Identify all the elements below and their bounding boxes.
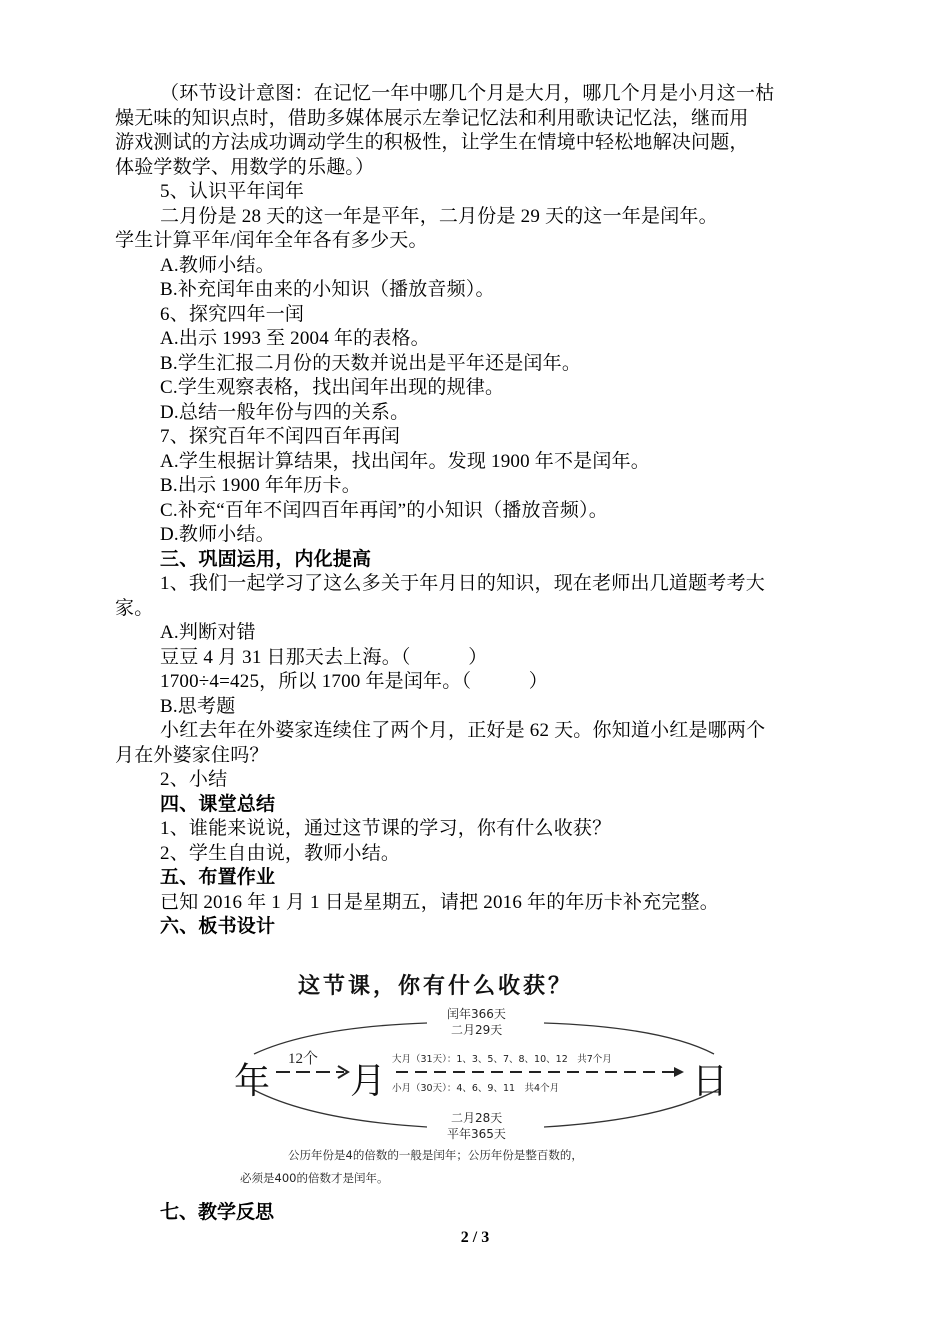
text-line: 小红去年在外婆家连续住了两个月，正好是 62 天。你知道小红是哪两个 — [160, 720, 766, 741]
text-line: D.教师小结。 — [160, 524, 275, 545]
section-heading: 四、课堂总结 — [160, 793, 276, 815]
text-line: A.出示 1993 至 2004 年的表格。 — [160, 328, 430, 349]
text-line: A.判断对错 — [160, 622, 256, 643]
text-line: D.总结一般年份与四的关系。 — [160, 401, 410, 423]
text-line: B.学生汇报二月份的天数并说出是平年还是闰年。 — [160, 352, 582, 374]
page-number: 2 / 3 — [460, 1229, 490, 1246]
text-line: B.思考题 — [160, 695, 236, 717]
year-label: 年 — [234, 1061, 271, 1101]
blackboard-design-diagram — [222, 965, 738, 1195]
month-label: 月 — [350, 1061, 387, 1101]
text-line: C.补充“百年不闰四百年再闰”的小知识（播放音频）。 — [160, 499, 608, 521]
section-heading: 六、板书设计 — [160, 916, 276, 937]
leap-rule-line-2: 必须是400的倍数才是闰年。 — [240, 1171, 389, 1185]
text-line: B.补充闰年由来的小知识（播放音频）。 — [160, 279, 495, 300]
feb-28-label: 二月28天 — [451, 1111, 503, 1125]
document-body — [115, 82, 855, 940]
text-line: 1、我们一起学习了这么多关于年月日的知识，现在老师出几道题考考大 — [160, 573, 765, 594]
common-year-label: 平年365天 — [447, 1127, 506, 1141]
section-heading-teaching-reflection: 七、教学反思 — [160, 1202, 275, 1223]
twelve-label: 12个 — [288, 1051, 319, 1067]
text-line: A.学生根据计算结果，找出闰年。发现 1900 年不是闰年。 — [160, 450, 650, 472]
text-line: 二月份是 28 天的这一年是平年，二月份是 29 天的这一年是闰年。 — [160, 205, 718, 227]
text-line: （环节设计意图：在记忆一年中哪几个月是大月，哪几个月是小月这一枯 — [160, 83, 775, 104]
section-heading: 五、布置作业 — [160, 867, 276, 888]
text-line: 学生计算平年/闰年全年各有多少天。 — [115, 230, 428, 251]
text-line: 已知 2016 年 1 月 1 日是星期五，请把 2016 年的年历卡补充完整。 — [160, 891, 720, 913]
text-line: 5、认识平年闰年 — [160, 181, 305, 202]
text-line: B.出示 1900 年年历卡。 — [160, 475, 361, 496]
text-line: 燥无味的知识点时，借助多媒体展示左拳记忆法和利用歌诀记忆法，继而用 — [115, 107, 749, 129]
text-line: 月在外婆家住吗？ — [115, 744, 269, 766]
text-line: 7、探究百年不闰四百年再闰 — [160, 426, 401, 447]
day-label: 日 — [692, 1061, 729, 1101]
text-line: 2、小结 — [160, 769, 228, 790]
text-line: 1、谁能来说说，通过这节课的学习，你有什么收获？ — [160, 818, 612, 839]
text-line: 2、学生自由说，教师小结。 — [160, 842, 401, 864]
text-line: 1700÷4=425，所以 1700 年是闰年。（ ） — [160, 671, 548, 692]
section-heading: 三、巩固运用，内化提高 — [160, 548, 372, 570]
big-month-label: 大月（31天）：1、3、5、7、8、10、12 共7个月 — [392, 1054, 612, 1065]
leap-rule-line-1: 公历年份是4的倍数的一般是闰年；公历年份是整百数的， — [288, 1148, 583, 1162]
diagram-title: 这节课，你有什么收获？ — [298, 974, 574, 999]
small-month-label: 小月（30天）：4、6、9、11 共4个月 — [392, 1083, 560, 1094]
text-line: C.学生观察表格，找出闰年出现的规律。 — [160, 377, 505, 398]
feb-29-label: 二月29天 — [451, 1023, 503, 1037]
text-line: 豆豆 4 月 31 日那天去上海。（ ） — [160, 646, 488, 668]
leap-year-label: 闰年366天 — [447, 1007, 506, 1021]
text-line: 游戏测试的方法成功调动学生的积极性，让学生在情境中轻松地解决问题， — [115, 132, 749, 153]
text-line: 家。 — [115, 597, 154, 619]
text-line: A.教师小结。 — [160, 254, 275, 276]
text-line: 体验学数学、用数学的乐趣。） — [115, 156, 375, 178]
text-line: 6、探究四年一闰 — [160, 303, 305, 325]
